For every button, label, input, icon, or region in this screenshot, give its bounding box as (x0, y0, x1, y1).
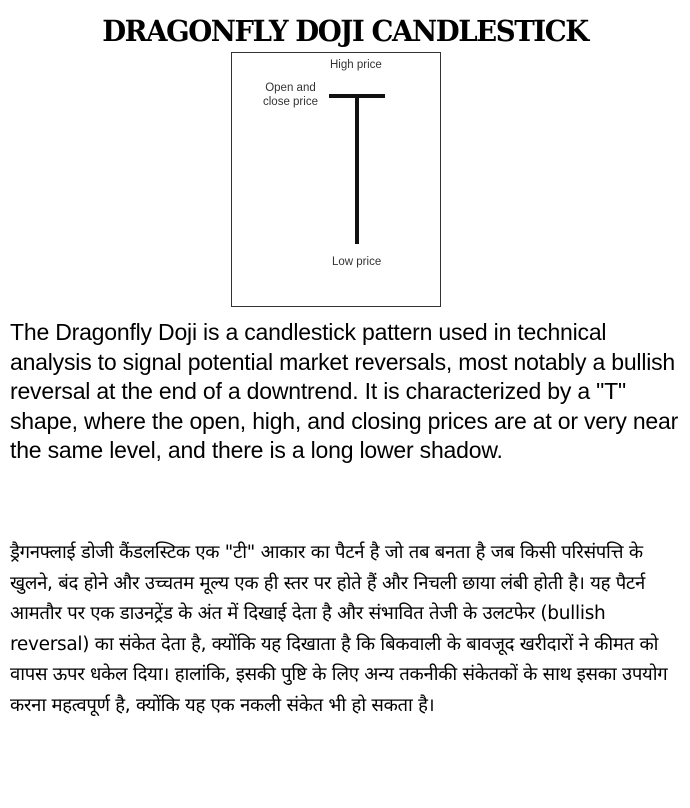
english-description: The Dragonfly Doji is a candlestick pattern used in technical analysis to signal potential market reversals, most notably a bullish reversal at the end of a downtrend. It is characterized by a "T" shape, where the open, high, and closing prices are at or very near the same level, and there is a long lower shadow. (10, 319, 679, 463)
low-price-label: Low price (332, 256, 382, 268)
hindi-description: ड्रैगनफ्लाई डोजी कैंडलस्टिक एक "टी" आकार का पैटर्न है जो तब बनता है जब किसी परिसंपत्ति के खुलने, बंद होने और उच्चतम मूल्य एक ही स्तर पर होते हैं और निचली छाया लंबी होती है। यह पैटर्न आमतौर पर एक डाउनट्रेंड के अंत में दिखाई देता है और संभावित तेजी के उलटफेर (bullish reversal) का संकेत देता है, क्योंकि यह दिखाता है कि बिकवाली के बावजूद खरीदारों ने कीमत को वापस ऊपर धकेल दिया। हालांकि, इसकी पुष्टि के लिए अन्य तकनीकी संकेतकों के साथ इसका उपयोग करना महत्वपूर्ण है, क्योंकि यह एक नकली संकेत भी हो सकता है। (10, 542, 668, 716)
open-close-label-line-2: close price (263, 96, 318, 108)
dragonfly-doji-diagram (231, 52, 441, 307)
high-price-label: High price (330, 59, 382, 71)
open-close-price-label (263, 81, 318, 109)
page-title: DRAGONFLY DOJI CANDLESTICK (102, 14, 588, 48)
open-close-label-line-1: Open and (265, 82, 316, 94)
